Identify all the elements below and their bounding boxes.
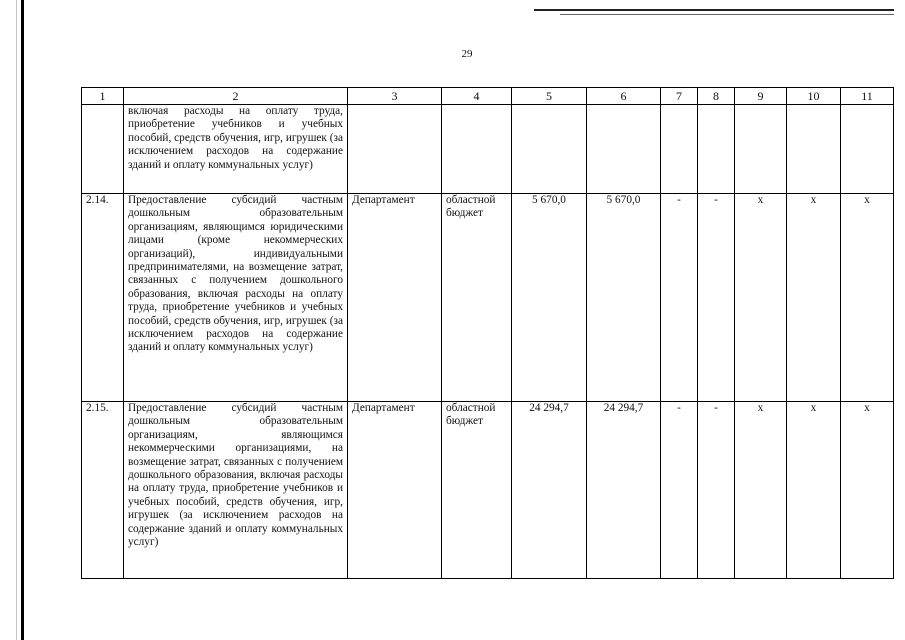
row-value-col10 [787, 105, 841, 194]
col-header-9: 9 [735, 88, 787, 105]
row-value-col7: - [661, 402, 698, 579]
row-description: Предоставление субсидий частным дошкольным образовательным организациям, являющимся некоммерческими организациями, на возмещение затрат, связанных с получением дошкольного образования, включая расходы на оплату труда, приобретение учебников и учебных пособий, средств обучения, игр, игрушек (за исключением расходов на содержание зданий и оплату коммунальных услуг) [124, 402, 348, 579]
row-executor: Департамент [348, 194, 442, 402]
row-value-col8: - [698, 402, 735, 579]
table-row [82, 402, 894, 579]
row-value-col9 [735, 105, 787, 194]
row-value-col6: 24 294,7 [587, 402, 661, 579]
row-number [82, 105, 124, 194]
row-funding-source: областной бюджет [442, 402, 512, 579]
row-executor: Департамент [348, 402, 442, 579]
row-value-col9: х [735, 402, 787, 579]
col-header-8: 8 [698, 88, 735, 105]
row-funding-source: областной бюджет [442, 194, 512, 402]
row-value-col11: х [841, 194, 894, 402]
row-value-col9: х [735, 194, 787, 402]
header-row [82, 88, 894, 105]
row-value-col5: 5 670,0 [512, 194, 587, 402]
col-header-3: 3 [348, 88, 442, 105]
row-value-col8: - [698, 194, 735, 402]
col-header-7: 7 [661, 88, 698, 105]
col-header-2: 2 [124, 88, 348, 105]
row-number: 2.15. [82, 402, 124, 579]
budget-table [81, 87, 894, 579]
page-number: 29 [461, 48, 473, 60]
col-header-10: 10 [787, 88, 841, 105]
col-header-6: 6 [587, 88, 661, 105]
row-value-col10: х [787, 402, 841, 579]
row-value-col11 [841, 105, 894, 194]
scan-top-rule [534, 9, 894, 11]
table-row [82, 194, 894, 402]
row-description: Предоставление субсидий частным дошкольным образовательным организациям, являющимся юридическими лицами (кроме некоммерческих организаций), индивидуальными предпринимателями, на возмещение затрат, связанных с получением дошкольного образования, включая расходы на оплату труда, приобретение учебников и учебных пособий, средств обучения, игр, игрушек (за исключением расходов на содержание зданий и оплату коммунальных услуг) [124, 194, 348, 402]
scan-margin-line [16, 0, 17, 640]
row-executor [348, 105, 442, 194]
col-header-5: 5 [512, 88, 587, 105]
scan-top-rule-secondary [560, 14, 894, 15]
row-number: 2.14. [82, 194, 124, 402]
row-value-col6: 5 670,0 [587, 194, 661, 402]
col-header-1: 1 [82, 88, 124, 105]
table-row [82, 105, 894, 194]
scan-binding-edge [21, 0, 24, 640]
row-value-col7: - [661, 194, 698, 402]
row-value-col8 [698, 105, 735, 194]
row-value-col5 [512, 105, 587, 194]
row-value-col5: 24 294,7 [512, 402, 587, 579]
row-description: включая расходы на оплату труда, приобретение учебников и учебных пособий, средств обучения, игр, игрушек (за исключением расходов на содержание зданий и оплату коммунальных услуг) [124, 105, 348, 194]
row-value-col10: х [787, 194, 841, 402]
row-value-col7 [661, 105, 698, 194]
col-header-11: 11 [841, 88, 894, 105]
row-funding-source [442, 105, 512, 194]
row-value-col6 [587, 105, 661, 194]
col-header-4: 4 [442, 88, 512, 105]
row-value-col11: х [841, 402, 894, 579]
